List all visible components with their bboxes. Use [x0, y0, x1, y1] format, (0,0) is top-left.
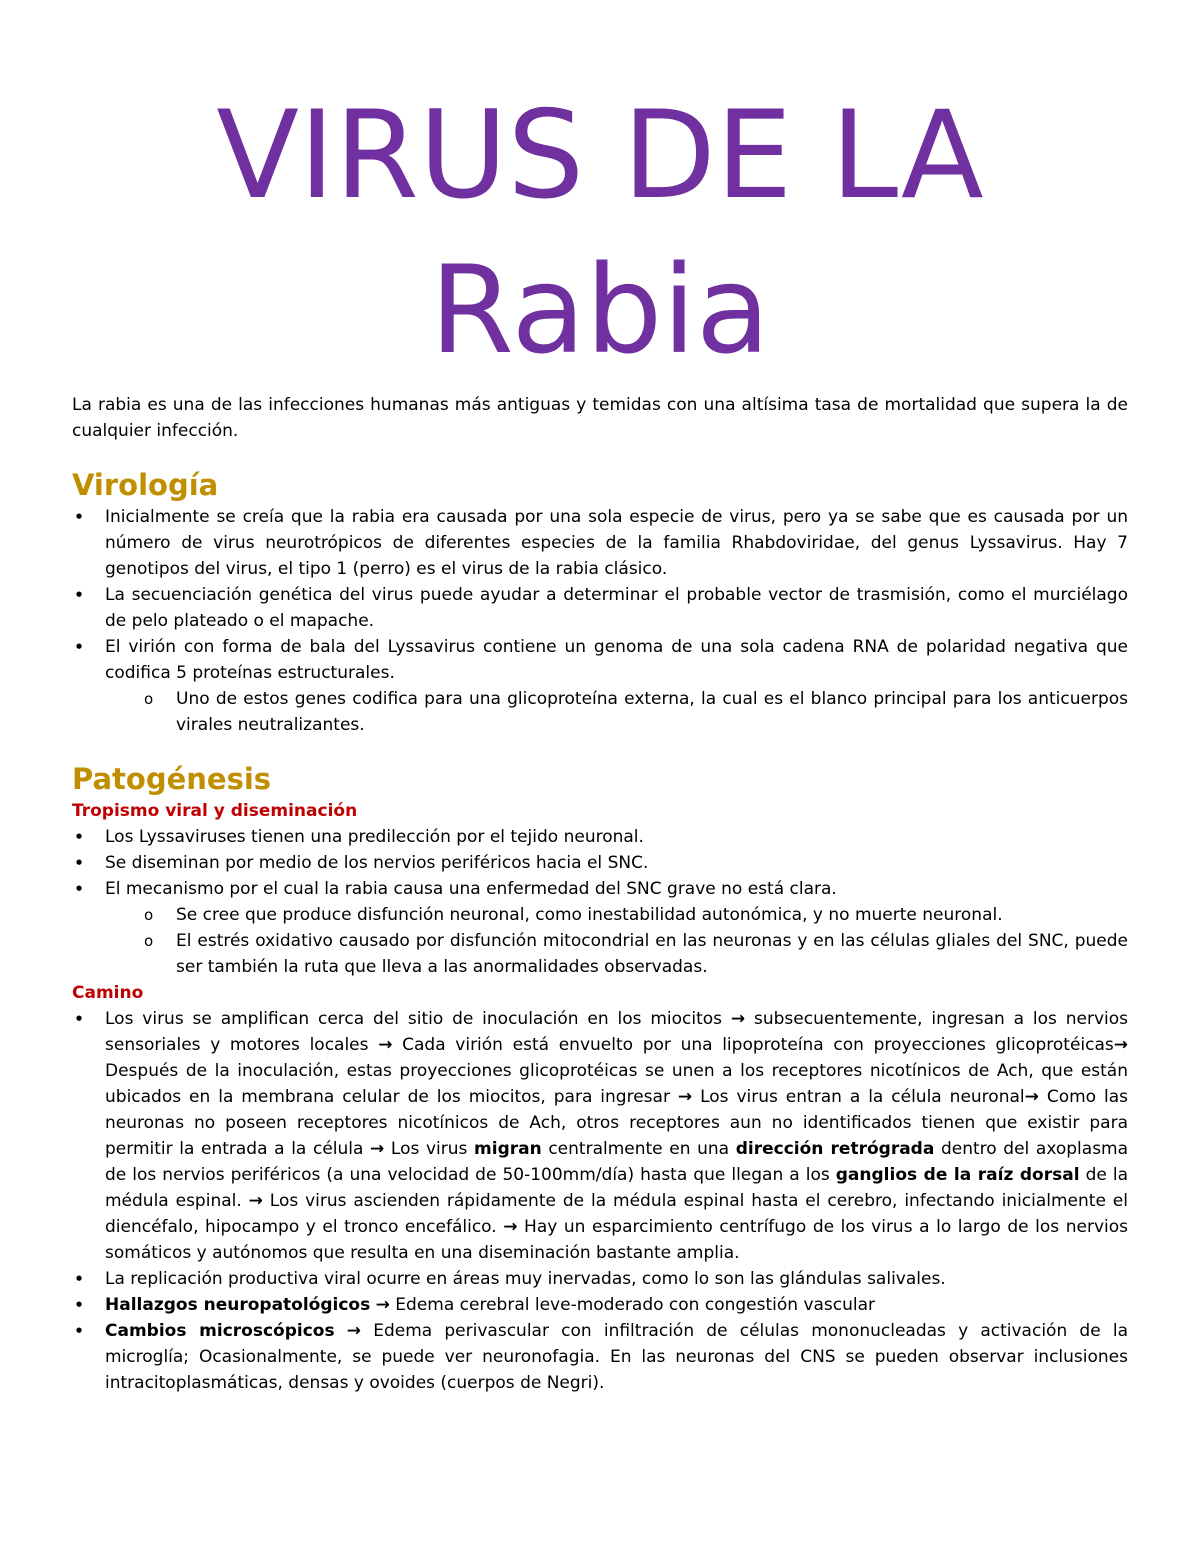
list-item-text: Se cree que produce disfunción neuronal, como inestabilidad autonómica, y no muerte neuronal.: [176, 905, 1003, 925]
tropismo-list: [72, 824, 1128, 980]
list-item-text: Edema perivascular con infiltración de células mononucleadas y activación de la microglía; Ocasionalmente, se puede ver neuronofagia. En las neuronas del CNS se pueden observar inclusiones intracitoplasmáticas, densas y ovoides (cuerpos de Negri).: [105, 1321, 1128, 1393]
virologia-heading: Virología: [72, 468, 219, 502]
sub-bullet-icon: o: [144, 690, 154, 708]
list-item-text: Edema cerebral leve-moderado con congestión vascular: [389, 1295, 876, 1315]
text-run: Los virus entran a la célula neuronal: [692, 1087, 1025, 1107]
arrow-right-icon: →: [1024, 1087, 1039, 1107]
text-run: Los virus se amplifican cerca del sitio de inoculación en los miocitos: [105, 1009, 723, 1029]
camino-subheading: Camino: [72, 983, 144, 1003]
sub-bullet-icon: o: [144, 932, 154, 950]
camino-list: [72, 1006, 1128, 1396]
text-run: Los virus: [384, 1139, 475, 1159]
text-run: Cada virión está envuelto por una lipoproteína con proyecciones glicoprotéicas: [392, 1035, 1114, 1055]
tropismo-subheading: Tropismo viral y diseminación: [72, 801, 358, 821]
arrow-right-icon: →: [346, 1321, 362, 1341]
list-item-text: El mecanismo por el cual la rabia causa una enfermedad del SNC grave no está clara.: [105, 879, 837, 899]
bullet-icon: •: [74, 586, 84, 604]
arrow-right-icon: →: [370, 1139, 385, 1159]
bullet-icon: •: [74, 638, 84, 656]
list-item-text: Los Lyssaviruses tienen una predilección por el tejido neuronal.: [105, 827, 644, 847]
bold-term: dirección retrógrada: [735, 1139, 935, 1159]
arrow-right-icon: →: [677, 1087, 693, 1107]
camino-text: [105, 1009, 1128, 1263]
sub-list-item: [72, 686, 1128, 738]
bold-term: migran: [474, 1139, 542, 1159]
bullet-icon: •: [74, 828, 84, 846]
bullet-icon: •: [74, 1010, 84, 1028]
bullet-icon: •: [74, 854, 84, 872]
text-run: Los virus ascienden rápidamente de la médula espinal hasta el cerebro, infectando inicialmente el diencéfalo, hipocampo y el tronco encefálico.: [105, 1191, 1128, 1237]
text-run: dentro del axoplasma de los nervios periféricos (a una velocidad de 50-100mm/día) hasta que llegan a los: [105, 1139, 1129, 1185]
arrow-right-icon: →: [730, 1009, 746, 1029]
list-item: [72, 504, 1128, 582]
list-item: [72, 876, 1128, 902]
arrow-right-icon: →: [1113, 1035, 1128, 1055]
list-item: [72, 1266, 1128, 1292]
list-item-text: La secuenciación genética del virus puede ayudar a determinar el probable vector de trasmisión, como el murciélago de pelo plateado o el mapache.: [105, 585, 1128, 631]
text-run: subsecuentemente, ingresan a los nervios sensoriales y motores locales: [105, 1009, 1128, 1055]
text-run: Después de la inoculación, estas proyecciones glicoprotéicas se unen a los receptores nicotínicos de Ach, que están ubicados en la membrana celular de los miocitos, para ingresar: [105, 1061, 1128, 1107]
bullet-icon: •: [74, 1296, 84, 1314]
list-item: [72, 824, 1128, 850]
bullet-icon: •: [74, 1322, 84, 1340]
list-item-text: Uno de estos genes codifica para una glicoproteína externa, la cual es el blanco principal para los anticuerpos virales neutralizantes.: [176, 689, 1128, 735]
sub-list-item: [72, 902, 1128, 928]
document-title: VIRUS DE LA Rabia: [216, 85, 984, 381]
document-content: [72, 78, 1128, 1396]
text-run: Como las neuronas no poseen receptores nicotínicos de Ach, otros receptores aun no identificados tienen que existir para permitir la entrada a la célula: [105, 1087, 1128, 1159]
list-item: [72, 1006, 1128, 1266]
list-item: [72, 634, 1128, 686]
list-item: [72, 582, 1128, 634]
arrow-right-icon: →: [503, 1217, 518, 1237]
bullet-icon: •: [74, 1270, 84, 1288]
bullet-icon: •: [74, 880, 84, 898]
list-item: [72, 1318, 1128, 1396]
intro-paragraph: La rabia es una de las infecciones humanas más antiguas y temidas con una altísima tasa de mortalidad que supera la de cualquier infección.: [72, 395, 1128, 441]
list-item-text: El estrés oxidativo causado por disfunción mitocondrial en las neuronas y en las células gliales del SNC, puede ser también la ruta que lleva a las anormalidades observadas.: [176, 931, 1128, 977]
text-run: centralmente en una: [541, 1139, 736, 1159]
arrow-right-icon: →: [378, 1035, 393, 1055]
text-run: de la médula espinal.: [105, 1165, 1129, 1211]
list-item-text: La replicación productiva viral ocurre en áreas muy inervadas, como lo son las glándulas salivales.: [105, 1269, 946, 1289]
arrow-right-icon: →: [248, 1191, 263, 1211]
bold-term: ganglios de la raíz dorsal: [835, 1165, 1080, 1185]
list-item-text: El virión con forma de bala del Lyssavirus contiene un genoma de una sola cadena RNA de polaridad negativa que codifica 5 proteínas estructurales.: [105, 637, 1128, 683]
list-item-text: Inicialmente se creía que la rabia era causada por una sola especie de virus, pero ya se sabe que es causada por un número de virus neurotrópicos de diferentes especies de la familia Rhabdoviridae, del genus Lyssavirus. Hay 7 genotipos del virus, el tipo 1 (perro) es el virus de la rabia clásico.: [105, 507, 1128, 579]
list-item-text: Se diseminan por medio de los nervios periféricos hacia el SNC.: [105, 853, 649, 873]
sub-bullet-icon: o: [144, 906, 154, 924]
text-run: Hay un esparcimiento centrífugo de los virus a lo largo de los nervios somáticos y autónomos que resulta en una diseminación bastante amplia.: [105, 1217, 1128, 1263]
patogenesis-heading: Patogénesis: [72, 762, 272, 796]
virologia-list: [72, 504, 1128, 738]
bold-term: Cambios microscópicos: [105, 1321, 335, 1341]
list-item: [72, 850, 1128, 876]
arrow-right-icon: →: [375, 1295, 390, 1315]
bullet-icon: •: [74, 508, 84, 526]
sub-list-item: [72, 928, 1128, 980]
list-item: [72, 1292, 1128, 1318]
bold-term: Hallazgos neuropatológicos: [105, 1295, 371, 1315]
